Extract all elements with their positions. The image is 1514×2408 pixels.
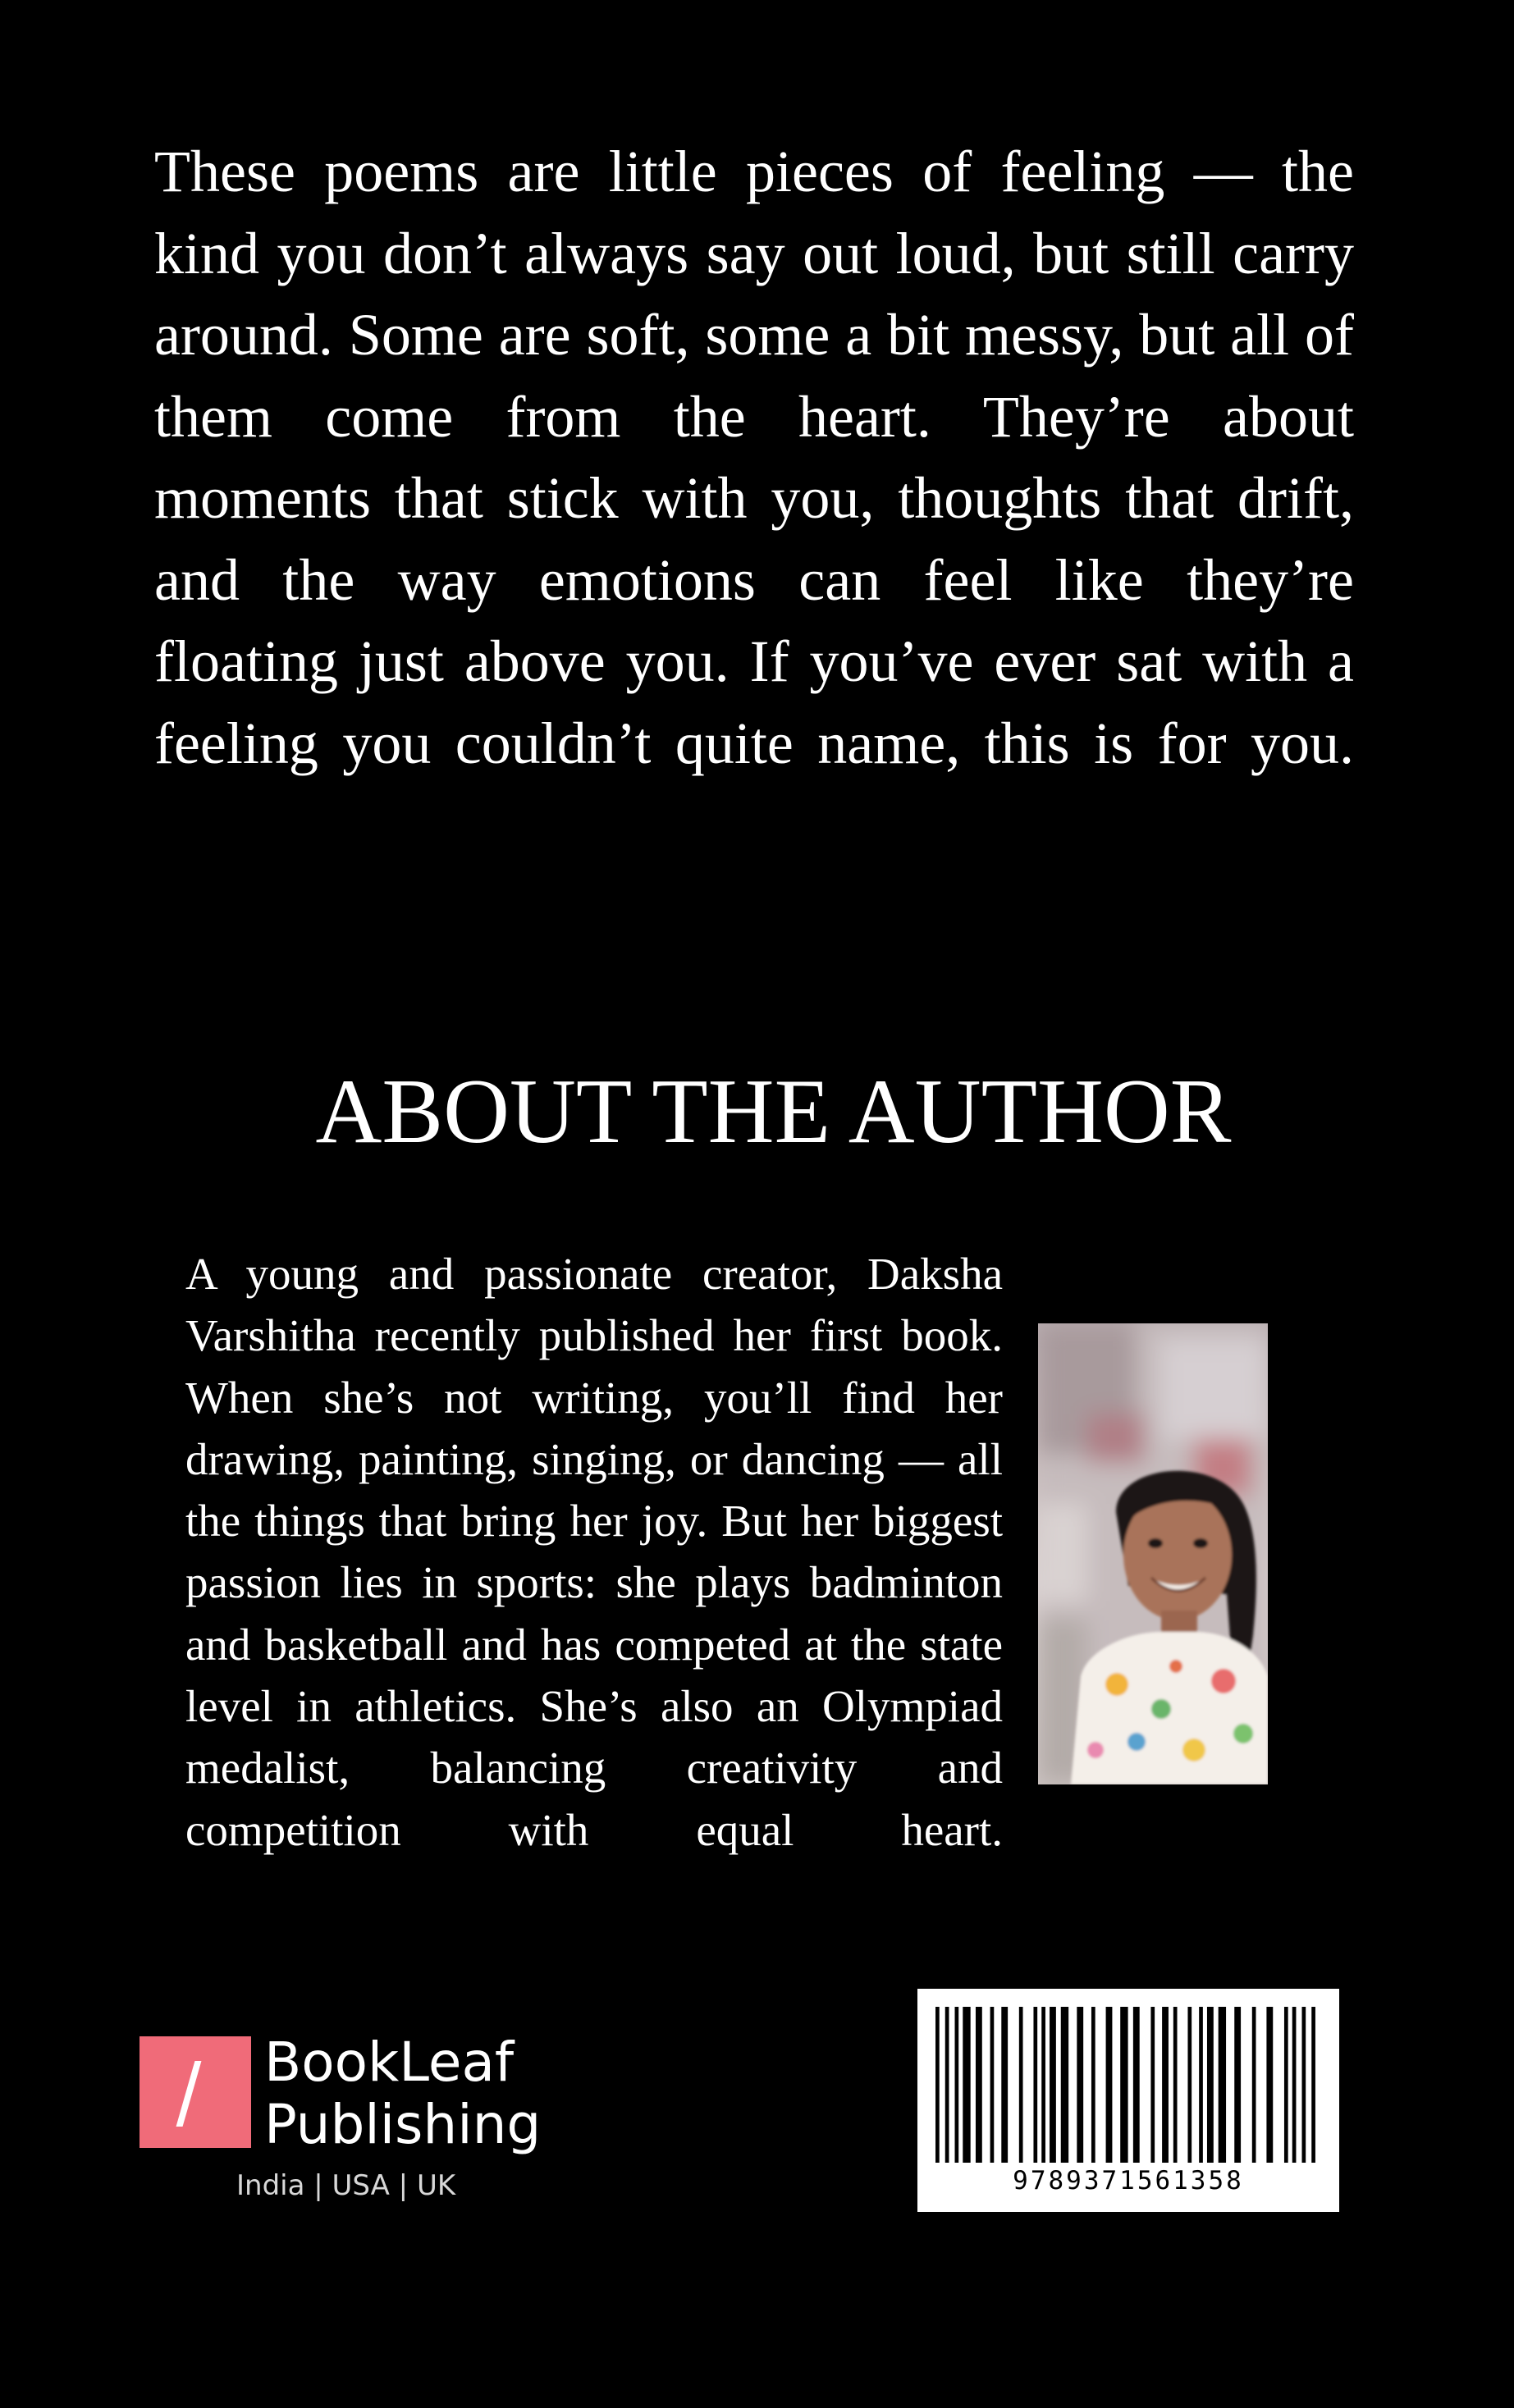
barcode-bar [955,2007,959,2163]
barcode-bar [1001,2007,1008,2163]
barcode-bar [1266,2007,1273,2163]
barcode-bar [1173,2007,1178,2163]
barcode-bar [990,2007,995,2163]
barcode-bar [1252,2007,1256,2163]
barcode-bar [963,2007,970,2163]
slash-icon [176,2061,202,2127]
publisher-name-line1: BookLeaf [264,2031,515,2094]
barcode-bar [1234,2007,1241,2163]
barcode-bar [1091,2007,1095,2163]
author-bio: A young and passionate creator, Daksha Varshitha recently published her first book. When she’s not writing, you’ll find her drawing, painting, singing, or dancing — all the things that bring her joy. But her biggest passion lies in sports: she plays badminton and basketball and has competed at the state level in athletics. She’s also an Olympiad medalist, balancing creativity and competition with equal heart. [185,1249,1003,1855]
barcode-bar [1077,2007,1083,2163]
barcode-bar [945,2007,949,2163]
barcode-bar [1033,2007,1037,2163]
barcode-bar [1150,2007,1155,2163]
publisher-name [264,2031,541,2156]
barcode-bar [1302,2007,1306,2163]
publisher-logo [140,2031,566,2202]
barcode-bar [1311,2007,1315,2163]
publisher-regions: India | USA | UK [236,2169,456,2202]
barcode-bar [1133,2007,1140,2163]
author-photo [1038,1323,1268,1784]
barcode-bar [1106,2007,1113,2163]
barcode-bar [1199,2007,1203,2163]
barcode-bar [1162,2007,1169,2163]
isbn-number: 9789371561358 [1013,2166,1244,2196]
barcode-bar [1207,2007,1214,2163]
bookleaf-logo-icon [140,2036,251,2148]
barcode-bars [935,2007,1321,2163]
barcode-bar [1187,2007,1192,2163]
barcode-bar [1050,2007,1056,2163]
barcode-bar [1292,2007,1297,2163]
barcode-bar [1041,2007,1045,2163]
barcode-bar [1120,2007,1127,2163]
about-author-heading: ABOUT THE AUTHOR [315,1061,1232,1163]
barcode-bar [1284,2007,1288,2163]
barcode-bar [1019,2007,1023,2163]
barcode-bar [1219,2007,1226,2163]
barcode-bar [976,2007,982,2163]
author-photo-illustration [1038,1323,1268,1784]
back-cover-blurb: These poems are little pieces of feeling — the kind you don’t always say out loud, but still carry around. Some are soft, some a bit messy, but all of them come from the heart. They’re about moments that stick with you, thoughts that drift, and the way emotions can feel like they’re floating just above you. If you’ve ever sat with a feeling you couldn’t quite name, this is for you. [154,139,1354,776]
isbn-barcode [917,1989,1339,2212]
barcode-bar [1061,2007,1068,2163]
publisher-name-line2: Publishing [264,2093,542,2156]
barcode-bar [935,2007,940,2163]
